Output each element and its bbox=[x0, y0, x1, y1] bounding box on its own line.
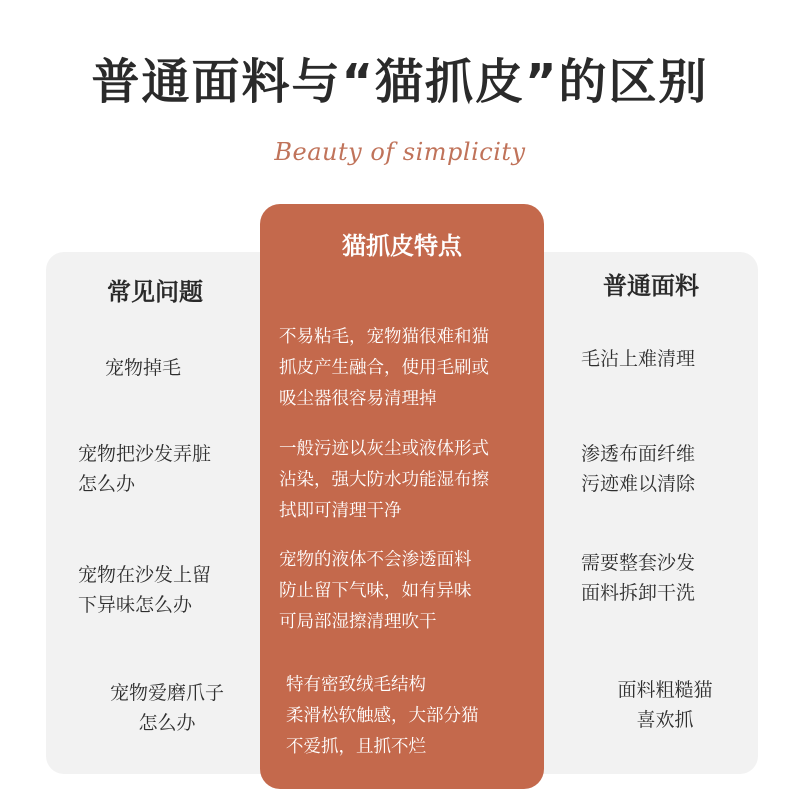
row-4-problem bbox=[82, 678, 252, 738]
row-3-problem-line: 下异味怎么办 bbox=[78, 594, 193, 616]
row-2-cat-leather-line: 沾染，强大防水功能湿布擦 bbox=[279, 470, 489, 490]
row-4-cat-leather-line: 不爱抓，且抓不烂 bbox=[286, 737, 426, 757]
column-header-cat-leather: 猫抓皮特点 bbox=[342, 232, 462, 260]
row-3-cat-leather-line: 防止留下气味，如有异味 bbox=[279, 581, 472, 601]
row-2-normal bbox=[581, 439, 751, 499]
row-1-normal-line: 毛沾上难清理 bbox=[581, 348, 696, 370]
row-2-cat-leather-line: 拭即可清理干净 bbox=[279, 501, 402, 521]
row-2-cat-leather-line: 一般污迹以灰尘或液体形式 bbox=[279, 439, 489, 459]
row-3-normal-line: 需要整套沙发 bbox=[581, 552, 696, 574]
row-1-problem-line: 宠物掉毛 bbox=[105, 357, 182, 379]
row-4-cat-leather-line: 特有密致绒毛结构 bbox=[286, 675, 426, 695]
row-3-problem-line: 宠物在沙发上留 bbox=[78, 564, 212, 586]
row-2-normal-line: 渗透布面纤维 bbox=[581, 443, 696, 465]
row-3-cat-leather-line: 可局部湿擦清理吹干 bbox=[279, 612, 437, 632]
row-4-normal bbox=[582, 675, 748, 735]
row-1-cat-leather-line: 吸尘器很容易清理掉 bbox=[279, 389, 437, 409]
row-3-cat-leather bbox=[279, 545, 541, 638]
row-3-problem bbox=[78, 560, 258, 620]
row-2-problem bbox=[78, 439, 258, 499]
row-2-cat-leather bbox=[279, 434, 541, 527]
row-4-problem-line: 宠物爱磨爪子 bbox=[109, 682, 224, 704]
page-title: 普通面料与“猫抓皮”的区别 bbox=[91, 54, 709, 110]
row-1-normal bbox=[581, 344, 751, 374]
row-1-problem bbox=[105, 353, 255, 383]
row-4-cat-leather bbox=[286, 670, 541, 763]
row-2-problem-line: 宠物把沙发弄脏 bbox=[78, 443, 212, 465]
page-subtitle: Beauty of simplicity bbox=[274, 138, 526, 166]
row-1-cat-leather-line: 不易粘毛，宠物猫很难和猫 bbox=[279, 327, 489, 347]
row-4-cat-leather-line: 柔滑松软触感，大部分猫 bbox=[286, 706, 479, 726]
row-4-problem-line: 怎么办 bbox=[138, 712, 196, 734]
row-3-normal-line: 面料拆卸干洗 bbox=[581, 582, 696, 604]
column-header-problems: 常见问题 bbox=[107, 278, 203, 306]
row-3-cat-leather-line: 宠物的液体不会渗透面料 bbox=[279, 550, 472, 570]
row-4-normal-line: 喜欢抓 bbox=[636, 709, 694, 731]
row-4-normal-line: 面料粗糙猫 bbox=[617, 679, 713, 701]
row-1-cat-leather bbox=[279, 322, 541, 415]
row-2-normal-line: 污迹难以清除 bbox=[581, 473, 696, 495]
column-header-normal: 普通面料 bbox=[603, 272, 699, 300]
row-1-cat-leather-line: 抓皮产生融合，使用毛刷或 bbox=[279, 358, 489, 378]
row-2-problem-line: 怎么办 bbox=[78, 473, 136, 495]
row-3-normal bbox=[581, 548, 751, 608]
